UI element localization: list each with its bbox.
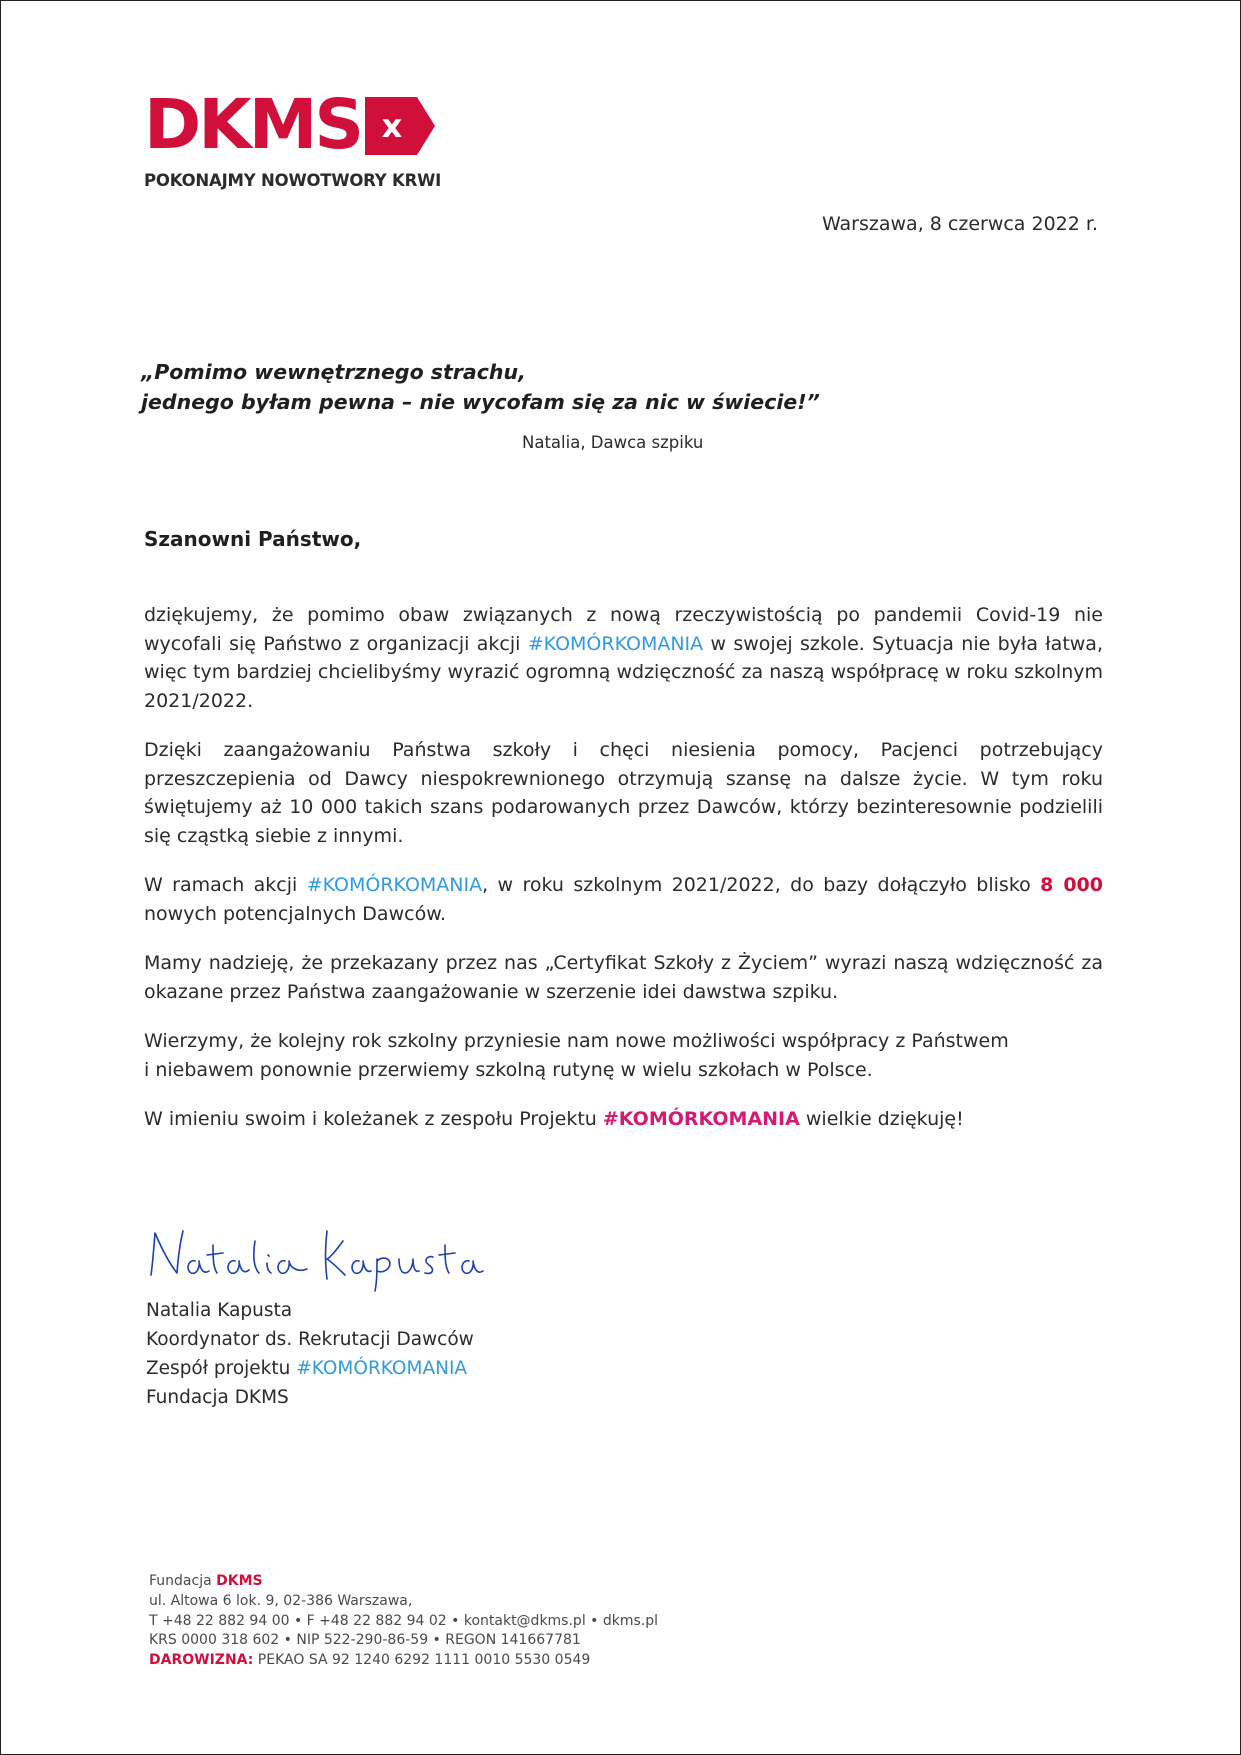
footer-donation-account: PEKAO SA 92 1240 6292 1111 0010 5530 0549 (253, 1652, 591, 1669)
hashtag-komorkomania: #KOMÓRKOMANIA (296, 1358, 468, 1379)
logo-x-badge-icon (365, 97, 435, 155)
footer-donation (149, 1651, 658, 1671)
signer-organization: Fundacja DKMS (146, 1387, 289, 1408)
footer-brand: DKMS (216, 1573, 263, 1589)
quote-line-2: jednego byłam pewna – nie wycofam się za nic w świecie!” (141, 390, 820, 414)
donor-count-highlight: 8 000 (1040, 874, 1103, 896)
paragraph-3 (144, 871, 1103, 928)
footer-contact (149, 1572, 658, 1671)
paragraph-3-text-b: , w roku szkolnym 2021/2022, do bazy dołączyło blisko (482, 874, 1041, 896)
dkms-logo (144, 85, 442, 190)
letter-body (144, 601, 1103, 1155)
paragraph-2: Dzięki zaangażowaniu Państwa szkoły i chęci niesienia pomocy, Pacjenci potrzebujący przeszczepienia od Dawcy niespokrewnionego otrzymują szansę na dalsze życie. W tym roku świętujemy aż 10 000 takich szans podarowanych przez Dawców, którzy bezinteresownie podzielili się cząstką siebie z innymi. (144, 739, 1103, 847)
hashtag-komorkomania-pink: #KOMÓRKOMANIA (602, 1108, 800, 1130)
signer-name: Natalia Kapusta (146, 1300, 293, 1321)
paragraph-6-text-a: W imieniu swoim i koleżanek z zespołu Projektu (144, 1108, 603, 1130)
hashtag-komorkomania: #KOMÓRKOMANIA (306, 874, 483, 896)
signer-role: Koordynator ds. Rekrutacji Dawców (146, 1329, 474, 1350)
paragraph-6 (144, 1105, 1103, 1134)
paragraph-3-text-a: W ramach akcji (144, 874, 307, 896)
paragraph-6-text-b: wielkie dziękuję! (799, 1108, 964, 1130)
paragraph-4: Mamy nadzieję, że przekazany przez nas „Certyfikat Szkoły z Życiem” wyrazi naszą wdzięczność za okazane przez Państwa zaangażowanie w szerzenie idei dawstwa szpiku. (144, 952, 1103, 1003)
footer-phone-email: T +48 22 882 94 00 • F +48 22 882 94 02 • kontakt@dkms.pl • dkms.pl (149, 1612, 659, 1629)
signer-team-prefix: Zespół projektu (146, 1358, 297, 1379)
quote-block (141, 357, 820, 417)
date-line: Warszawa, 8 czerwca 2022 r. (821, 213, 1098, 235)
paragraph-1-text-b: w swojej szkole. Sytuacja nie była łatwa, więc tym bardziej chcielibyśmy wyrazić ogromną wdzięczność za naszą współpracę w roku szkolnym 2021/2022. (144, 632, 1103, 712)
logo-badge-glyph: x (381, 106, 403, 145)
signer-team (146, 1354, 474, 1383)
logo-tagline: POKONAJMY NOWOTWORY KRWI (144, 171, 442, 190)
footer-address: ul. Altowa 6 lok. 9, 02-386 Warszawa, (149, 1592, 413, 1609)
logo-wordmark: DKMS (144, 85, 362, 165)
footer-foundation-prefix: Fundacja (149, 1573, 217, 1589)
hashtag-komorkomania: #KOMÓRKOMANIA (527, 632, 704, 655)
paragraph-1-text-a: dziękujemy, że pomimo obaw związanych z nową rzeczywistością po pandemii Covid-19 nie wycofali się Państwo z organizacji akcji (144, 604, 1103, 655)
quote-line-1: „Pomimo wewnętrznego strachu, (141, 360, 526, 384)
paragraph-5-line-2: i niebawem ponownie przerwiemy szkolną rutynę w wielu szkołach w Polsce. (144, 1058, 873, 1081)
paragraph-3-text-c: nowych potencjalnych Dawców. (144, 902, 447, 925)
paragraph-1 (144, 601, 1103, 715)
signature-block (146, 1296, 474, 1412)
footer-donation-label: DAROWIZNA: (149, 1652, 254, 1669)
footer-line-foundation (149, 1572, 658, 1592)
footer-registry: KRS 0000 318 602 • NIP 522-290-86-59 • REGON 141667781 (149, 1632, 581, 1649)
paragraph-5 (144, 1027, 1103, 1084)
paragraph-5-line-1: Wierzymy, że kolejny rok szkolny przyniesie nam nowe możliwości współpracy z Państwem (144, 1030, 1009, 1052)
salutation: Szanowni Państwo, (144, 527, 362, 551)
quote-author: Natalia, Dawca szpiku (522, 433, 704, 452)
handwritten-signature (147, 1223, 487, 1293)
